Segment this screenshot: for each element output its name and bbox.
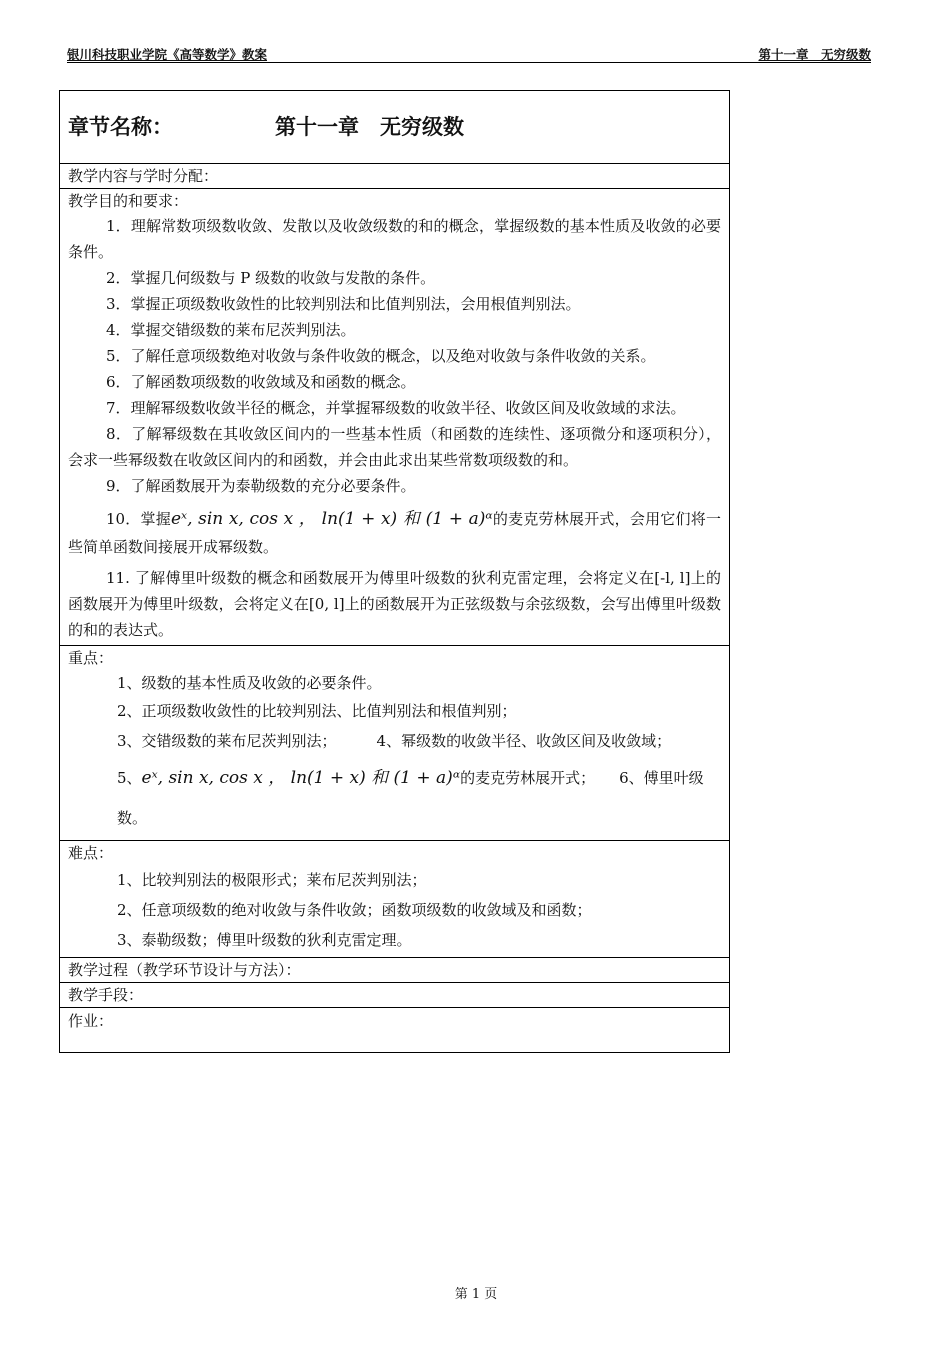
header-school-course: 银川科技职业学院《高等数学》教案 <box>67 47 268 62</box>
chapter-title-cell <box>60 91 730 164</box>
key-point: 1、级数的基本性质及收敛的必要条件。 <box>117 674 382 692</box>
difficulty-item: 3、泰勒级数；傅里叶级数的狄利克雷定理。 <box>117 931 412 949</box>
objectives-label: 教学目的和要求： <box>68 192 189 210</box>
key-points-row <box>60 646 730 841</box>
chapter-row <box>60 91 730 164</box>
process-row <box>60 958 730 983</box>
difficulties-row <box>60 841 730 958</box>
objective-item-10 <box>68 499 721 565</box>
objective-item: 2．掌握几何级数与 P 级数的收敛与发散的条件。 <box>106 269 436 287</box>
difficulty-item: 1、比较判别法的极限形式；莱布尼茨判别法； <box>117 871 427 889</box>
content-allocation-label: 教学内容与学时分配： <box>60 164 730 189</box>
key-points-cell <box>60 646 730 841</box>
objective-10-formula: eˣ, sin x, cos x ， ln(1 + x) 和 (1 + a)ᵅ <box>170 509 493 529</box>
objectives-row <box>60 189 730 646</box>
key-point-5-suffix: 的麦克劳林展开式； <box>460 769 596 787</box>
key-point: 3、交错级数的莱布尼茨判别法； <box>117 732 337 750</box>
lesson-plan-table <box>59 90 730 1053</box>
means-label: 教学手段： <box>60 983 730 1008</box>
objective-item: 4．掌握交错级数的莱布尼茨判别法。 <box>106 321 356 339</box>
page-header <box>67 44 871 63</box>
key-point: 4、幂级数的收敛半径、收敛区间及收敛域； <box>376 732 672 750</box>
objective-item: 9．了解函数展开为泰勒级数的充分必要条件。 <box>106 477 416 495</box>
key-point-5-formula: eˣ, sin x, cos x ， ln(1 + x) 和 (1 + a)ᵅ <box>141 768 461 788</box>
means-row <box>60 983 730 1008</box>
process-label: 教学过程（教学环节设计与方法）： <box>60 958 730 983</box>
difficulties-label: 难点： <box>68 844 114 862</box>
objective-item: 1．理解常数项级数收敛、发散以及收敛级数的和的概念，掌握级数的基本性质及收敛的必要条件。 <box>68 217 721 261</box>
key-point-line-5-6 <box>68 756 721 840</box>
objective-item: 3．掌握正项级数收敛性的比较判别法和比值判别法，会用根值判别法。 <box>106 295 581 313</box>
key-point: 6、傅里叶级数。 <box>117 769 704 827</box>
objective-item: 5．了解任意项级数绝对收敛与条件收敛的概念，以及绝对收敛与条件收敛的关系。 <box>106 347 656 365</box>
chapter-title: 第十一章 无穷级数 <box>275 115 464 139</box>
key-point-5-prefix: 5、 <box>117 769 142 787</box>
objective-item-11: 11. 了解傅里叶级数的概念和函数展开为傅里叶级数的狄利克雷定理，会将定义在[-l, l]上的函数展开为傅里叶级数，会将定义在[0, l]上的函数展开为正弦级数与余弦级数，会写出傅里叶级数的和的表达式。 <box>68 569 721 639</box>
objective-item: 7．理解幂级数收敛半径的概念，并掌握幂级数的收敛半径、收敛区间及收敛域的求法。 <box>106 399 686 417</box>
content-allocation-row <box>60 164 730 189</box>
key-point: 2、正项级数收敛性的比较判别法、比值判别法和根值判别； <box>117 702 517 720</box>
chapter-label: 章节名称： <box>68 115 173 139</box>
objective-item: 8．了解幂级数在其收敛区间内的一些基本性质（和函数的连续性、逐项微分和逐项积分），会求一些幂级数在收敛区间内的和函数，并会由此求出某些常数项级数的和。 <box>68 425 721 469</box>
header-chapter: 第十一章 无穷级数 <box>758 47 871 62</box>
objective-10-suffix: 的麦克劳林展开式，会用它们将一些简单函数间接展开成幂级数。 <box>68 510 721 556</box>
homework-row <box>60 1008 730 1053</box>
homework-label: 作业： <box>60 1008 730 1053</box>
difficulty-item: 2、任意项级数的绝对收敛与条件收敛；函数项级数的收敛域及和函数； <box>117 901 592 919</box>
objectives-cell <box>60 189 730 646</box>
objective-item: 6．了解函数项级数的收敛域及和函数的概念。 <box>106 373 416 391</box>
key-points-label: 重点： <box>68 649 114 667</box>
objective-10-prefix: 10．掌握 <box>106 510 171 528</box>
key-point-line-3-4 <box>68 726 721 756</box>
difficulties-cell <box>60 841 730 958</box>
page-number: 第 1 页 <box>454 1287 498 1302</box>
